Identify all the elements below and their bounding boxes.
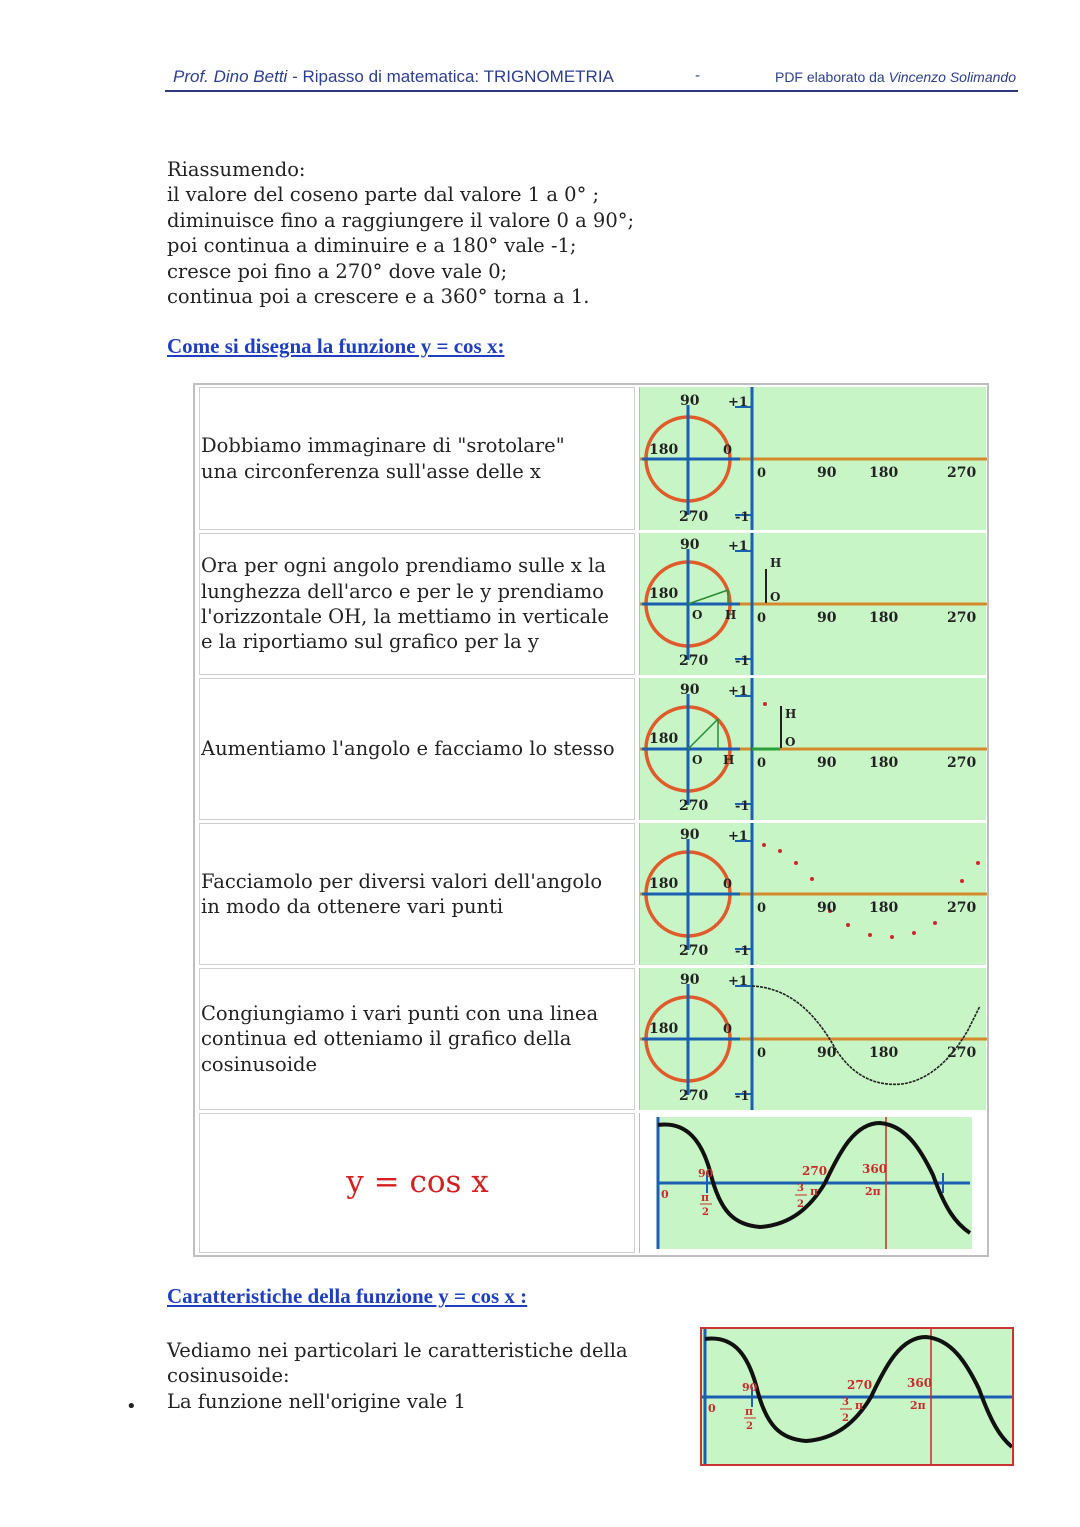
label-O: O	[692, 608, 703, 622]
label-x270: 270	[802, 1164, 828, 1178]
summary-paragraph	[167, 157, 634, 309]
figure-step-1	[639, 387, 986, 530]
header-left	[173, 67, 614, 87]
summary-line: continua poi a crescere e a 360° torna a 1.	[167, 285, 590, 309]
label-90: 90	[680, 827, 700, 843]
figure-step-5	[639, 968, 986, 1110]
features-paragraph	[167, 1338, 628, 1414]
summary-line: diminuisce fino a raggiungere il valore 0 a 90°;	[167, 208, 635, 232]
label-x270: 270	[947, 465, 977, 481]
sample-points	[762, 843, 980, 939]
label-O: O	[692, 753, 703, 767]
label-x180: 180	[869, 755, 899, 771]
bullet-marker: •	[126, 1396, 137, 1417]
label-pi-b: π	[855, 1399, 864, 1412]
figure-step-3	[639, 678, 986, 820]
label-x180: 180	[869, 465, 899, 481]
label-pi: π	[745, 1405, 754, 1418]
label-x180: 180	[869, 610, 899, 626]
label-x90: 90	[742, 1381, 758, 1394]
label-minus1: -1	[735, 799, 750, 814]
label-frac-3: 3	[797, 1183, 804, 1194]
step-text-3: Aumentiamo l'angolo e facciamo lo stesso	[199, 678, 635, 820]
label-90: 90	[680, 972, 700, 988]
label-x90: 90	[817, 900, 837, 916]
label-origin: 0	[757, 756, 767, 771]
figure-step-4	[639, 823, 986, 965]
header-author: Prof. Dino Betti	[173, 67, 288, 86]
figure-cosine-graph	[639, 1113, 986, 1253]
label-x180: 180	[869, 900, 899, 916]
step-text-4: Facciamolo per diversi valori dell'angolo in modo da ottenere vari punti	[199, 823, 635, 965]
label-minus1: -1	[735, 510, 750, 525]
label-plus1: +1	[728, 539, 748, 554]
label-2pi: 2π	[865, 1185, 881, 1198]
page-header	[165, 62, 1018, 92]
label-origin: 0	[757, 611, 767, 626]
label-H: H	[725, 608, 737, 622]
label-pi-b: π	[810, 1185, 819, 1198]
step-text-1: Dobbiamo immaginare di "srotolare" una circonferenza sull'asse delle x	[199, 387, 635, 530]
label-origin: 0	[757, 901, 767, 916]
label-frac-3: 3	[842, 1397, 849, 1408]
label-plus1: +1	[728, 395, 748, 410]
label-180: 180	[649, 1021, 679, 1037]
label-90: 90	[680, 537, 700, 553]
label-plus1: +1	[728, 974, 748, 989]
label-plus1: +1	[728, 684, 748, 699]
label-2pi: 2π	[910, 1399, 926, 1412]
features-line: cosinusoide:	[167, 1364, 290, 1388]
label-x90: 90	[817, 465, 837, 481]
label-x270: 270	[947, 900, 977, 916]
header-right	[775, 69, 1016, 85]
header-credit-prefix: PDF elaborato da	[774, 69, 885, 85]
summary-line: poi continua a diminuire e a 180° vale -1;	[167, 234, 577, 258]
label-origin: 0	[757, 466, 767, 481]
label-90: 90	[680, 682, 700, 698]
label-x90: 90	[698, 1167, 714, 1180]
summary-line: il valore del coseno parte dal valore 1 a 0° ;	[167, 183, 600, 207]
label-O-graph: O	[770, 590, 781, 604]
label-frac-2: 2	[702, 1207, 709, 1218]
header-dash: -	[695, 67, 700, 84]
label-x270: 270	[847, 1378, 873, 1392]
label-270: 270	[679, 653, 709, 669]
figure-step-2	[639, 533, 986, 675]
step-text-2: Ora per ogni angolo prendiamo sulle x la lunghezza dell'arco e per le y prendiamo l'orizzontale OH, la mettiamo in verticale e la riportiamo sul grafico per la y	[199, 533, 635, 675]
label-zero: 0	[723, 1022, 733, 1037]
step-text-5: Congiungiamo i vari punti con una linea continua ed otteniamo il grafico della cosinusoide	[199, 968, 635, 1110]
section-title-features[interactable]: Caratteristiche della funzione y = cos x :	[167, 1284, 528, 1308]
label-zero: 0	[723, 443, 733, 458]
label-H-graph: H	[770, 556, 782, 570]
label-zero: 0	[723, 877, 733, 892]
label-O-graph: O	[785, 735, 796, 749]
label-x90: 90	[817, 1045, 837, 1061]
label-180: 180	[649, 876, 679, 892]
label-x90: 90	[817, 755, 837, 771]
cosine-curve	[752, 986, 980, 1084]
label-origin: 0	[757, 1046, 767, 1061]
formula-cell: y = cos x	[199, 1113, 635, 1253]
label-minus1: -1	[735, 654, 750, 669]
label-H-graph: H	[785, 707, 797, 721]
features-line: Vediamo nei particolari le caratteristiche della	[167, 1339, 628, 1362]
label-180: 180	[649, 731, 679, 747]
label-x270: 270	[947, 610, 977, 626]
label-frac-2b: 2	[797, 1199, 804, 1210]
header-title: Ripasso di matematica: TRIGNOMETRIA	[302, 67, 614, 86]
label-x270: 270	[947, 1045, 977, 1061]
label-90: 90	[680, 393, 700, 409]
label-x90: 90	[817, 610, 837, 626]
summary-line: cresce poi fino a 270° dove vale 0;	[167, 259, 508, 283]
label-x360: 360	[907, 1376, 933, 1390]
label-frac-2: 2	[746, 1421, 753, 1432]
figure-cosine-bottom	[700, 1327, 1014, 1466]
label-frac-2b: 2	[842, 1413, 849, 1424]
label-270: 270	[679, 509, 709, 525]
label-origin: 0	[661, 1188, 669, 1201]
label-x270: 270	[947, 755, 977, 771]
label-minus1: -1	[735, 944, 750, 959]
label-H: H	[723, 753, 735, 767]
summary-line: Riassumendo:	[167, 158, 306, 181]
section-title-draw[interactable]: Come si disegna la funzione y = cos x:	[167, 334, 505, 358]
label-minus1: -1	[735, 1089, 750, 1104]
label-270: 270	[679, 943, 709, 959]
label-270: 270	[679, 1088, 709, 1104]
label-pi: π	[701, 1191, 710, 1204]
label-plus1: +1	[728, 829, 748, 844]
label-x180: 180	[869, 1045, 899, 1061]
header-credit-name: Vincenzo Solimando	[888, 69, 1016, 85]
label-origin: 0	[708, 1402, 716, 1415]
label-270: 270	[679, 798, 709, 814]
label-180: 180	[649, 442, 679, 458]
label-180: 180	[649, 586, 679, 602]
header-separator: -	[292, 67, 298, 86]
label-x360: 360	[862, 1162, 888, 1176]
features-line: La funzione nell'origine vale 1	[167, 1389, 466, 1413]
